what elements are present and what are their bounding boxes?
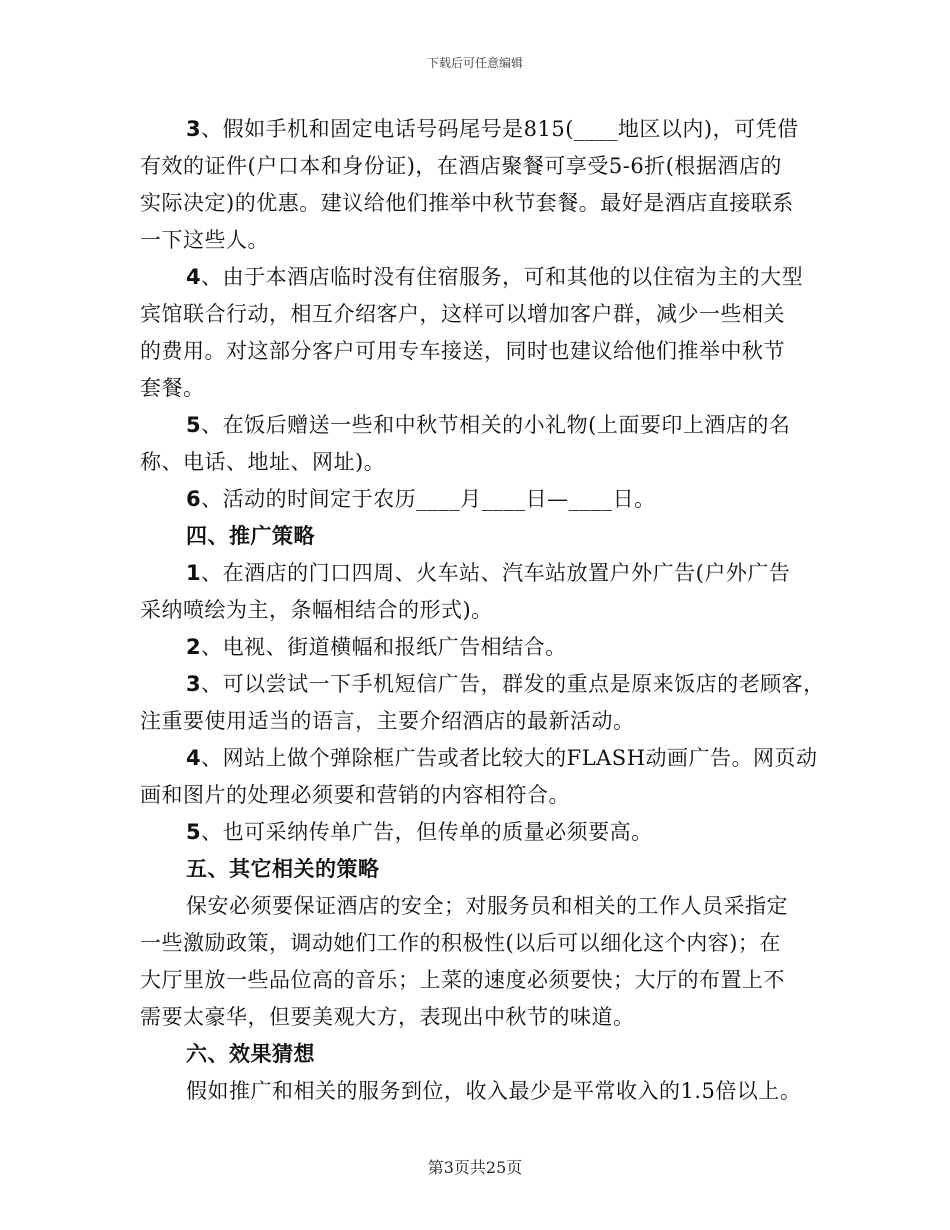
list-item-text: 、网站上做个弹除框广告或者比较大的FLASH动画广告。网页动 — [201, 746, 818, 770]
list-item-line — [140, 740, 818, 777]
page-header: 下载后可任意编辑 — [426, 56, 523, 70]
list-item-text: 、在饭后赠送一些和中秋节相关的小礼物(上面要印上酒店的名 — [201, 413, 791, 437]
list-item-line — [140, 629, 810, 666]
paragraph-line: 一下这些人。 — [140, 228, 269, 252]
list-item-number: 1 — [186, 561, 202, 585]
section-heading: 五、其它相关的策略 — [186, 857, 380, 881]
list-item-number: 4 — [186, 746, 202, 770]
list-item-number: 3 — [186, 117, 202, 141]
paragraph-line: 实际决定)的优惠。建议给他们推举中秋节套餐。最好是酒店直接联系 — [140, 191, 794, 215]
paragraph-line: 保安必须要保证酒店的安全；对服务员和相关的工作人员采指定 — [186, 894, 788, 918]
list-item-line — [140, 555, 810, 592]
paragraph-line: 画和图片的处理必须要和营销的内容相符合。 — [140, 783, 570, 807]
list-item-text: 、由于本酒店临时没有住宿服务，可和其他的以住宿为主的大型 — [201, 265, 804, 289]
paragraph-line: 的费用。对这部分客户可用专车接送，同时也建议给他们推举中秋节 — [140, 339, 785, 363]
section-heading: 六、效果猜想 — [186, 1042, 315, 1066]
list-item-number: 5 — [186, 820, 202, 844]
paragraph-line: 大厅里放一些品位高的音乐；上菜的速度必须要快；大厅的布置上不 — [140, 968, 785, 992]
list-item-number: 5 — [186, 413, 202, 437]
list-item-line — [140, 666, 825, 703]
paragraph-line: 注重要使用适当的语言，主要介绍酒店的最新活动。 — [140, 709, 635, 733]
list-item-line — [140, 111, 810, 148]
list-item-text: 、可以尝试一下手机短信广告，群发的重点是原来饭店的老顾客， — [201, 672, 825, 696]
list-item-line — [140, 814, 810, 851]
list-item-text: 、也可采纳传单广告，但传单的质量必须要高。 — [201, 820, 653, 844]
list-item-number: 4 — [186, 265, 202, 289]
list-item-number: 2 — [186, 635, 202, 659]
list-item-text: 、活动的时间定于农历____月____日—____日。 — [201, 487, 656, 511]
paragraph-line: 采纳喷绘为主，条幅相结合的形式)。 — [140, 598, 493, 622]
list-item-line — [140, 407, 810, 444]
paragraph-line: 称、电话、地址、网址)。 — [140, 450, 386, 474]
paragraph-line: 套餐。 — [140, 376, 205, 400]
paragraph-line: 假如推广和相关的服务到位，收入最少是平常收入的1.5倍以上。 — [186, 1079, 802, 1103]
list-item-number: 3 — [186, 672, 202, 696]
list-item-line — [140, 481, 810, 518]
page-footer: 第3页共25页 — [427, 1158, 523, 1177]
paragraph-line: 有效的证件(户口本和身份证)，在酒店聚餐可享受5-6折(根据酒店的 — [140, 154, 782, 178]
document-body — [140, 111, 825, 1110]
section-heading: 四、推广策略 — [186, 524, 315, 548]
paragraph-line: 一些激励政策，调动她们工作的积极性(以后可以细化这个内容)；在 — [140, 931, 781, 955]
list-item-text: 、电视、街道横幅和报纸广告相结合。 — [201, 635, 567, 659]
list-item-text: 、假如手机和固定电话号码尾号是815(____地区以内)，可凭借 — [201, 117, 799, 141]
list-item-line — [140, 259, 810, 296]
list-item-text: 、在酒店的门口四周、火车站、汽车站放置户外广告(户外广告 — [201, 561, 791, 585]
list-item-number: 6 — [186, 487, 202, 511]
paragraph-line: 需要太豪华，但要美观大方，表现出中秋节的味道。 — [140, 1005, 635, 1029]
paragraph-line: 宾馆联合行动，相互介绍客户，这样可以增加客户群，减少一些相关 — [140, 302, 785, 326]
